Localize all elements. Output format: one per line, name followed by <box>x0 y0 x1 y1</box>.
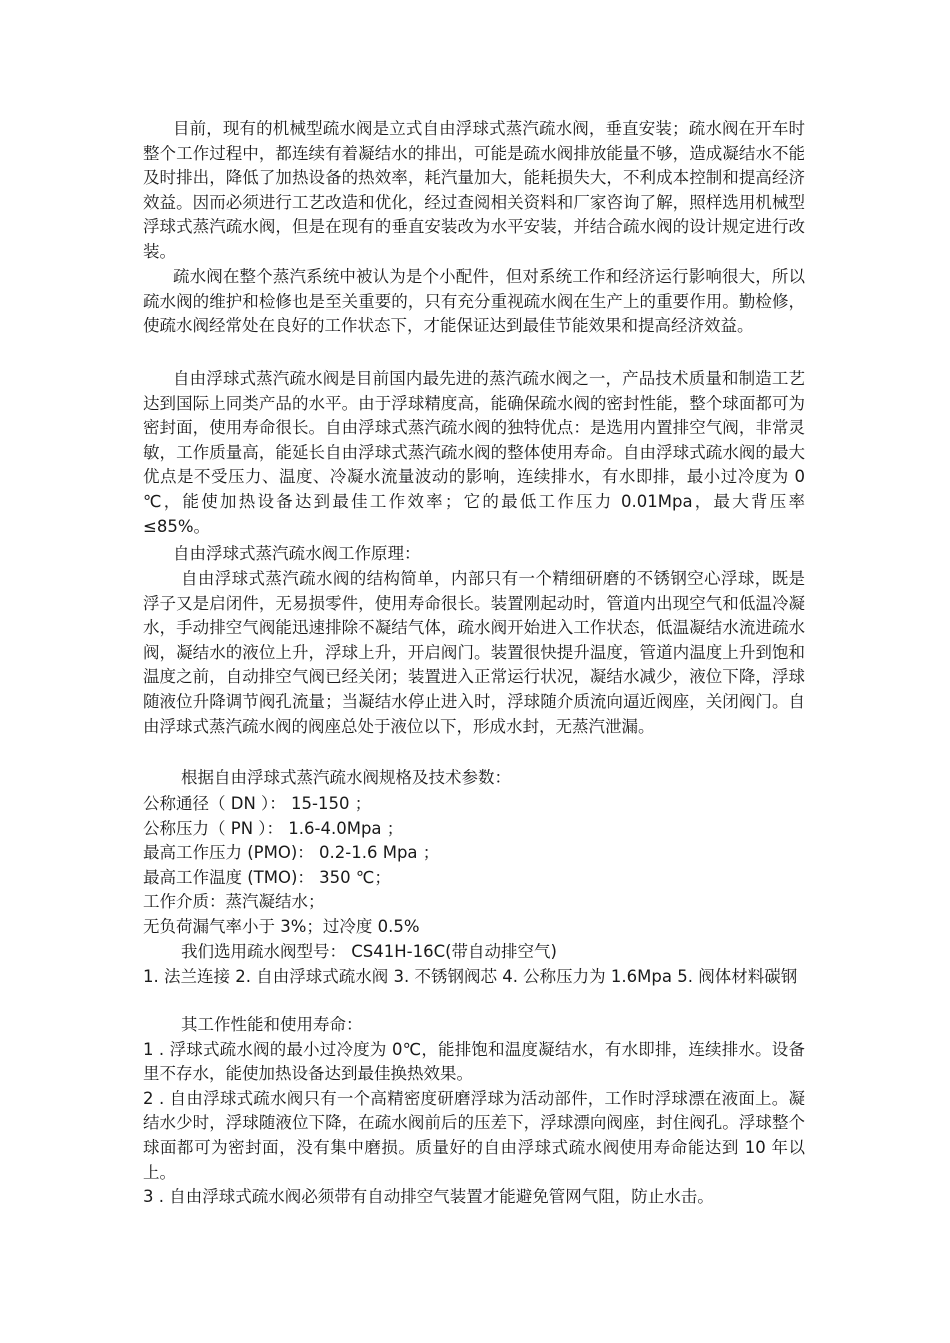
model-feature-list: 1. 法兰连接 2. 自由浮球式疏水阀 3. 不锈钢阀芯 4. 公称压力为 1.6Mpa 5. 阀体材料碳钢 <box>143 966 798 986</box>
spec-max-working-pressure: 最高工作压力 (PMO)： 0.2-1.6 Mpa ； <box>143 843 440 863</box>
spec-max-working-temperature: 最高工作温度 (TMO)： 350 ℃； <box>143 867 391 887</box>
model-block <box>143 940 805 989</box>
performance-item-2: 2 . 自由浮球式疏水阀只有一个高精密度研磨浮球为活动部件，工作时浮球漂在液面上。凝结水少时，浮球随液位下降，在疏水阀前后的压差下，浮球漂向阀座，封住阀孔。浮球整个球面都可为密封面，没有集中磨损。质量好的自由浮球式疏水阀使用寿命能达到 10 年以上。 <box>143 1088 805 1182</box>
intro-paragraph <box>143 117 805 265</box>
paragraph-retrofit: 目前，现有的机械型疏水阀是立式自由浮球式蒸汽疏水阀，垂直安装；疏水阀在开车时整个工作过程中，都连续有着凝结水的排出，可能是疏水阀排放能量不够，造成凝结水不能及时排出，降低了加热设备的热效率，耗汽量加大，能耗损失大，不利成本控制和提高经济效益。因而必须进行工艺改造和优化，经过查阅相关资料和厂家咨询了解，照样选用机械型浮球式蒸汽疏水阀，但是在现有的垂直安装改为水平安装，并结合疏水阀的设计规定进行改装。 <box>143 119 805 261</box>
spec-nominal-pressure: 公称压力（ PN ）： 1.6-4.0Mpa ； <box>143 818 404 838</box>
spec-leak-rate: 无负荷漏气率小于 3%；过冷度 0.5% <box>143 916 420 936</box>
principle-heading: 自由浮球式蒸汽疏水阀工作原理： <box>173 544 421 563</box>
performance-item-1: 1 . 浮球式疏水阀的最小过冷度为 0℃，能排饱和温度凝结水，有水即排，连续排水。设备里不存水，能使加热设备达到最佳换热效果。 <box>143 1039 805 1084</box>
paragraph-advantages: 自由浮球式蒸汽疏水阀是目前国内最先进的蒸汽疏水阀之一，产品技术质量和制造工艺达到国际上同类产品的水平。由于浮球精度高，能确保疏水阀的密封性能，整个球面都可为密封面，使用寿命很长。自由浮球式蒸汽疏水阀的独特优点：是选用内置排空气阀，非常灵敏，工作质量高，能延长自由浮球式蒸汽疏水阀的整体使用寿命。自由浮球式疏水阀的最大优点是不受压力、温度、冷凝水流量波动的影响，连续排水，有水即排，最小过冷度为 0 ℃，能使加热设备达到最佳工作效率；它的最低工作压力 0.01Mpa，最大背压率 ≤85%。 <box>143 369 805 536</box>
principle-paragraph <box>143 567 805 739</box>
principle-heading-block <box>143 542 805 567</box>
paragraph-importance: 疏水阀在整个蒸汽系统中被认为是个小配件，但对系统工作和经济运行影响很大，所以疏水阀的维护和检修也是至关重要的，只有充分重视疏水阀在生产上的重要作用。勤检修，使疏水阀经常处在良好的工作状态下，才能保证达到最佳节能效果和提高经济效益。 <box>143 267 805 336</box>
performance-block <box>143 1013 805 1210</box>
importance-paragraph <box>143 265 805 339</box>
advantages-paragraph <box>143 367 805 539</box>
spec-working-medium: 工作介质：蒸汽凝结水； <box>143 892 325 912</box>
spec-list <box>143 792 805 940</box>
spec-nominal-diameter: 公称通径（ DN ）： 15-150 ； <box>143 794 372 813</box>
performance-heading: 其工作性能和使用寿命： <box>181 1015 363 1034</box>
spec-heading-block <box>143 766 805 791</box>
model-line: 我们选用疏水阀型号： CS41H-16C(带自动排空气) <box>181 942 557 961</box>
performance-item-3: 3 . 自由浮球式疏水阀必须带有自动排空气装置才能避免管网气阻，防止水击。 <box>143 1187 714 1207</box>
spec-heading: 根据自由浮球式蒸汽疏水阀规格及技术参数： <box>181 768 511 787</box>
paragraph-principle: 自由浮球式蒸汽疏水阀的结构简单，内部只有一个精细研磨的不锈钢空心浮球，既是浮子又是启闭件，无易损零件，使用寿命很长。装置刚起动时，管道内出现空气和低温冷凝水，手动排空气阀能迅速排除不凝结气体，疏水阀开始进入工作状态，低温凝结水流进疏水阀，凝结水的液位上升，浮球上升，开启阀门。装置很快提升温度，管道内温度上升到饱和温度之前，自动排空气阀已经关闭；装置进入正常运行状况，凝结水减少，液位下降，浮球随液位升降调节阀孔流量；当凝结水停止进入时，浮球随介质流向逼近阀座，关闭阀门。自由浮球式蒸汽疏水阀的阀座总处于液位以下，形成水封，无蒸汽泄漏。 <box>143 569 805 736</box>
